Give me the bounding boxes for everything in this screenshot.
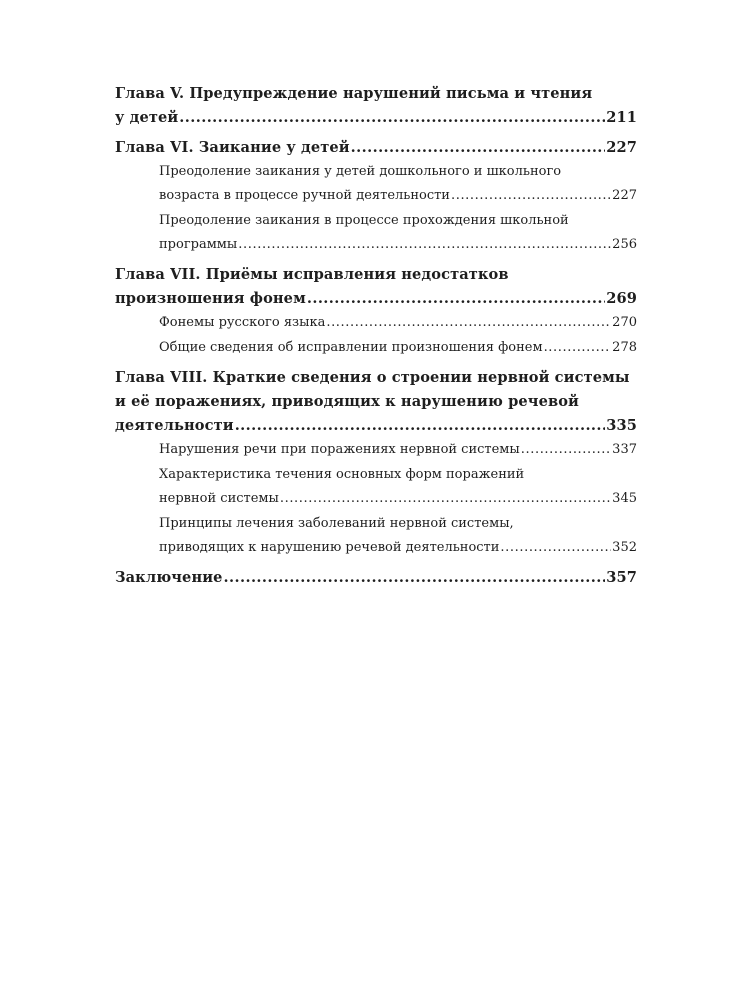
toc-entry-title: и её поражениях, приводящих к нарушению речевой [115,393,579,410]
dot-leader [179,106,605,130]
page-number: 335 [606,417,637,434]
toc-section[interactable] [159,512,637,560]
toc-section[interactable] [159,336,637,360]
toc-entry-title: Характеристика течения основных форм поражений [159,467,525,482]
page-number: 352 [612,540,637,555]
page-number: 345 [612,491,637,506]
toc-entry-title: произношения фонем [115,290,306,307]
toc-section[interactable] [159,209,637,257]
toc-chapter-8[interactable] [115,366,637,438]
toc-entry-title: Фонемы русского языка [159,315,326,330]
page-number: 211 [606,109,637,126]
toc-entry-title: программы [159,237,238,252]
toc-entry-title: Глава VII. Приёмы исправления недостатков [115,266,509,283]
toc-section[interactable] [159,311,637,335]
dot-leader [224,566,606,590]
toc-chapter-7[interactable] [115,263,637,311]
dot-leader [238,233,611,257]
page-number: 278 [612,340,637,355]
toc-entry-title: возраста в процессе ручной деятельности [159,188,450,203]
page-number: 270 [612,315,637,330]
dot-leader [451,184,611,208]
toc-entry-title: Общие сведения об исправлении произношения фонем [159,340,543,355]
page-number: 227 [612,188,637,203]
toc-conclusion[interactable] [115,566,637,590]
toc-section[interactable] [159,438,637,462]
toc-entry-title: Глава V. Предупреждение нарушений письма и чтения [115,85,593,102]
toc-entry-title: Нарушения речи при поражениях нервной системы [159,442,520,457]
toc-entry-title: деятельности [115,417,234,434]
dot-leader [307,287,605,311]
page-number: 269 [606,290,637,307]
dot-leader [500,536,611,560]
page-number: 256 [612,237,637,252]
toc-entry-title: нервной системы [159,491,279,506]
dot-leader [326,311,611,335]
table-of-contents [115,82,637,590]
dot-leader [521,438,611,462]
toc-entry-title: Заключение [115,569,223,586]
toc-chapter-6[interactable] [115,136,637,160]
dot-leader [235,414,606,438]
dot-leader [280,487,611,511]
toc-entry-title: у детей [115,109,179,126]
toc-entry-title: Принципы лечения заболеваний нервной системы, [159,516,514,531]
dot-leader [351,136,606,160]
toc-entry-title: Глава VIII. Краткие сведения о строении нервной системы [115,369,630,386]
page-number: 337 [612,442,637,457]
toc-section[interactable] [159,463,637,511]
toc-entry-title: Глава VI. Заикание у детей [115,139,350,156]
toc-section[interactable] [159,160,637,208]
toc-entry-title: Преодоление заикания у детей дошкольного и школьного [159,164,562,179]
page-number: 227 [606,139,637,156]
page-number: 357 [606,569,637,586]
toc-entry-title: приводящих к нарушению речевой деятельности [159,540,500,555]
toc-chapter-5[interactable] [115,82,637,130]
dot-leader [544,336,612,360]
toc-entry-title: Преодоление заикания в процессе прохождения школьной [159,213,569,228]
